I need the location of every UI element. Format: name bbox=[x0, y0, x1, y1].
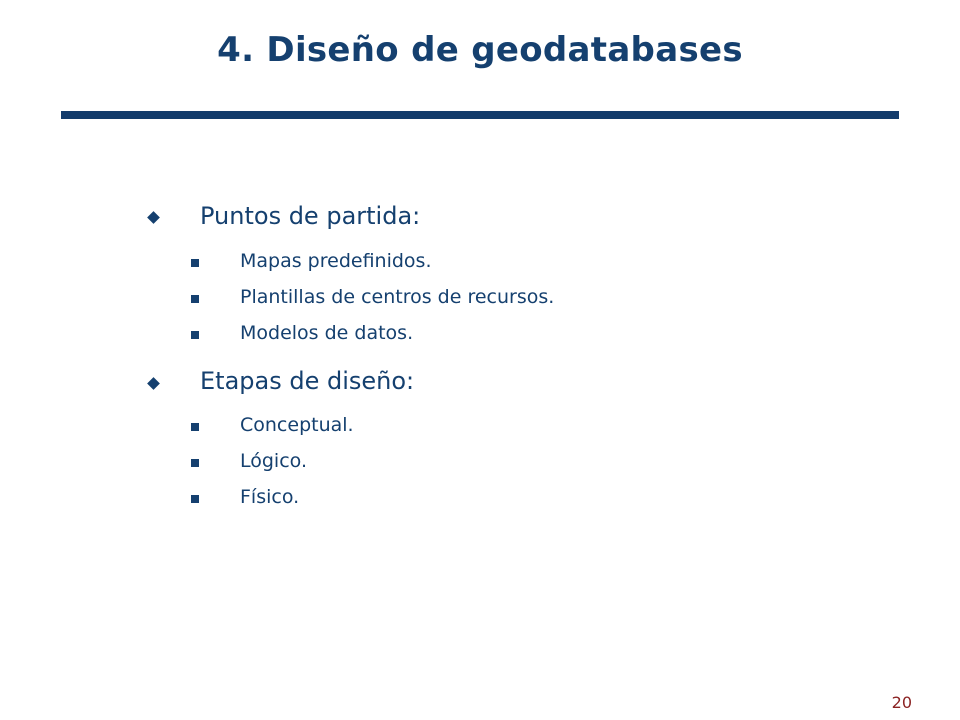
section-heading-puntos-de-partida: Puntos de partida: bbox=[200, 202, 421, 230]
square-bullet-icon bbox=[191, 495, 199, 503]
list-item: Lógico. bbox=[240, 450, 307, 472]
slide-title: 4. Diseño de geodatabases bbox=[217, 30, 743, 70]
square-bullet-icon bbox=[191, 459, 199, 467]
list-item: Conceptual. bbox=[240, 414, 354, 436]
list-item: Plantillas de centros de recursos. bbox=[240, 286, 555, 308]
list-item: Mapas predefinidos. bbox=[240, 250, 432, 272]
section-heading-etapas-de-diseno: Etapas de diseño: bbox=[200, 367, 415, 395]
diamond-bullet-icon bbox=[147, 377, 160, 390]
square-bullet-icon bbox=[191, 295, 199, 303]
list-item: Físico. bbox=[240, 486, 300, 508]
square-bullet-icon bbox=[191, 423, 199, 431]
square-bullet-icon bbox=[191, 259, 199, 267]
list-item: Modelos de datos. bbox=[240, 322, 414, 344]
page-number: 20 bbox=[891, 693, 912, 712]
square-bullet-icon bbox=[191, 331, 199, 339]
diamond-bullet-icon bbox=[147, 211, 160, 224]
